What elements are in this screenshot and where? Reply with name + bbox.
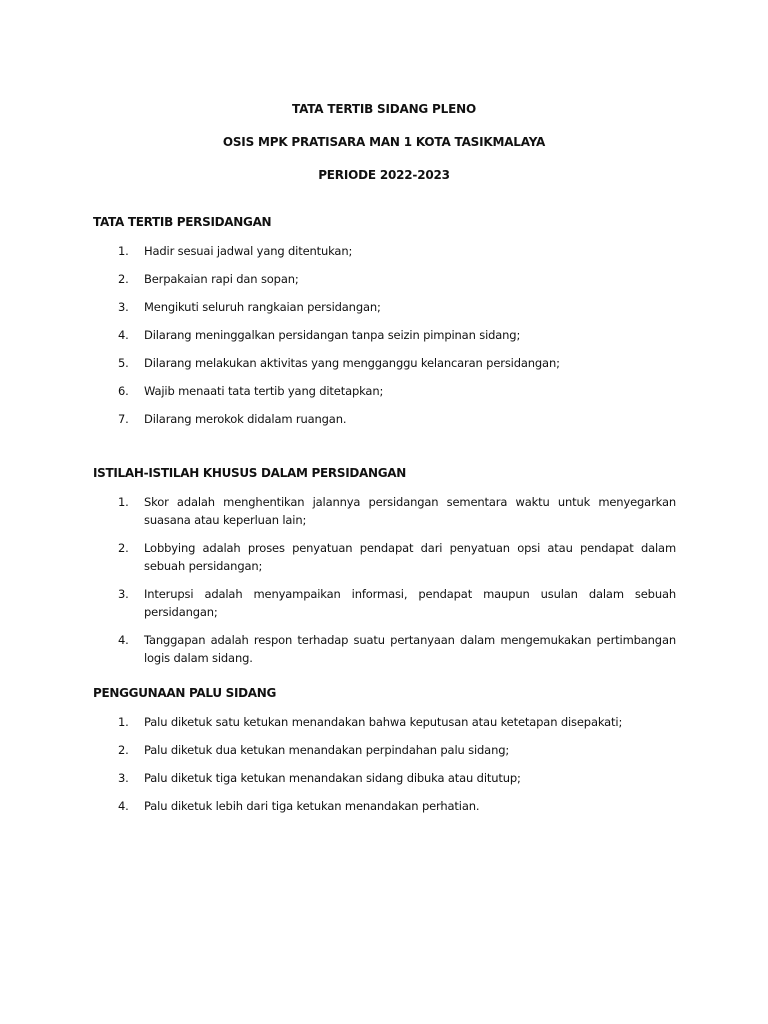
list-item-text: Mengikuti seluruh rangkaian persidangan; <box>144 300 381 314</box>
list-item-text: Lobbying adalah proses penyatuan pendapat dari penyatuan opsi atau pendapat dalam sebuah persidangan; <box>144 541 676 573</box>
section-penggunaan-palu-sidang <box>93 686 676 825</box>
list-item <box>93 631 676 667</box>
section-heading: ISTILAH-ISTILAH KHUSUS DALAM PERSIDANGAN <box>93 466 407 480</box>
list-item-text: Skor adalah menghentikan jalannya persidangan sementara waktu untuk menyegarkan suasana atau keperluan lain; <box>144 495 676 527</box>
list-item-number: 3. <box>118 587 129 601</box>
list-item-number: 4. <box>118 633 129 647</box>
list-item-number: 7. <box>118 412 129 426</box>
list-item-number: 3. <box>118 300 129 314</box>
list-item-text: Hadir sesuai jadwal yang ditentukan; <box>144 244 353 258</box>
list-item-number: 6. <box>118 384 129 398</box>
list-item <box>93 585 676 621</box>
list-item <box>93 242 676 260</box>
list-item <box>93 326 676 344</box>
list-item-number: 1. <box>118 244 129 258</box>
list-item-text: Berpakaian rapi dan sopan; <box>144 272 299 286</box>
list-item-text: Palu diketuk tiga ketukan menandakan sidang dibuka atau ditutup; <box>144 771 521 785</box>
section-tata-tertib-persidangan <box>93 215 676 438</box>
list-item-text: Dilarang melakukan aktivitas yang mengganggu kelancaran persidangan; <box>144 356 560 370</box>
section-heading: TATA TERTIB PERSIDANGAN <box>93 215 272 229</box>
document-title: TATA TERTIB SIDANG PLENO <box>292 102 476 116</box>
list-item-number: 1. <box>118 715 129 729</box>
list-item <box>93 741 676 759</box>
list-item <box>93 298 676 316</box>
list-item <box>93 797 676 815</box>
document-period: PERIODE 2022-2023 <box>318 168 450 182</box>
list-item <box>93 382 676 400</box>
list-item-number: 2. <box>118 272 129 286</box>
list-item-number: 2. <box>118 541 129 555</box>
list-item-text: Palu diketuk lebih dari tiga ketukan menandakan perhatian. <box>144 799 480 813</box>
numbered-list <box>93 242 676 428</box>
list-item <box>93 493 676 529</box>
list-item <box>93 270 676 288</box>
list-item-number: 3. <box>118 771 129 785</box>
section-heading: PENGGUNAAN PALU SIDANG <box>93 686 277 700</box>
list-item-text: Palu diketuk satu ketukan menandakan bahwa keputusan atau ketetapan disepakati; <box>144 715 623 729</box>
list-item-text: Tanggapan adalah respon terhadap suatu pertanyaan dalam mengemukakan pertimbangan logis dalam sidang. <box>144 633 676 665</box>
numbered-list <box>93 493 676 667</box>
list-item-text: Dilarang meninggalkan persidangan tanpa seizin pimpinan sidang; <box>144 328 521 342</box>
list-item <box>93 354 676 372</box>
list-item-number: 4. <box>118 799 129 813</box>
list-item-text: Interupsi adalah menyampaikan informasi, pendapat maupun usulan dalam sebuah persidangan; <box>144 587 676 619</box>
document-organization: OSIS MPK PRATISARA MAN 1 KOTA TASIKMALAYA <box>222 135 546 149</box>
list-item-number: 5. <box>118 356 129 370</box>
document-title-block <box>0 102 768 201</box>
list-item <box>93 769 676 787</box>
list-item-number: 4. <box>118 328 129 342</box>
list-item-text: Wajib menaati tata tertib yang ditetapkan; <box>144 384 384 398</box>
section-istilah-khusus <box>93 466 676 677</box>
list-item-number: 1. <box>118 495 129 509</box>
numbered-list <box>93 713 676 815</box>
list-item-text: Dilarang merokok didalam ruangan. <box>144 412 347 426</box>
list-item <box>93 713 676 731</box>
list-item <box>93 410 676 428</box>
list-item-number: 2. <box>118 743 129 757</box>
list-item-text: Palu diketuk dua ketukan menandakan perpindahan palu sidang; <box>144 743 510 757</box>
list-item <box>93 539 676 575</box>
